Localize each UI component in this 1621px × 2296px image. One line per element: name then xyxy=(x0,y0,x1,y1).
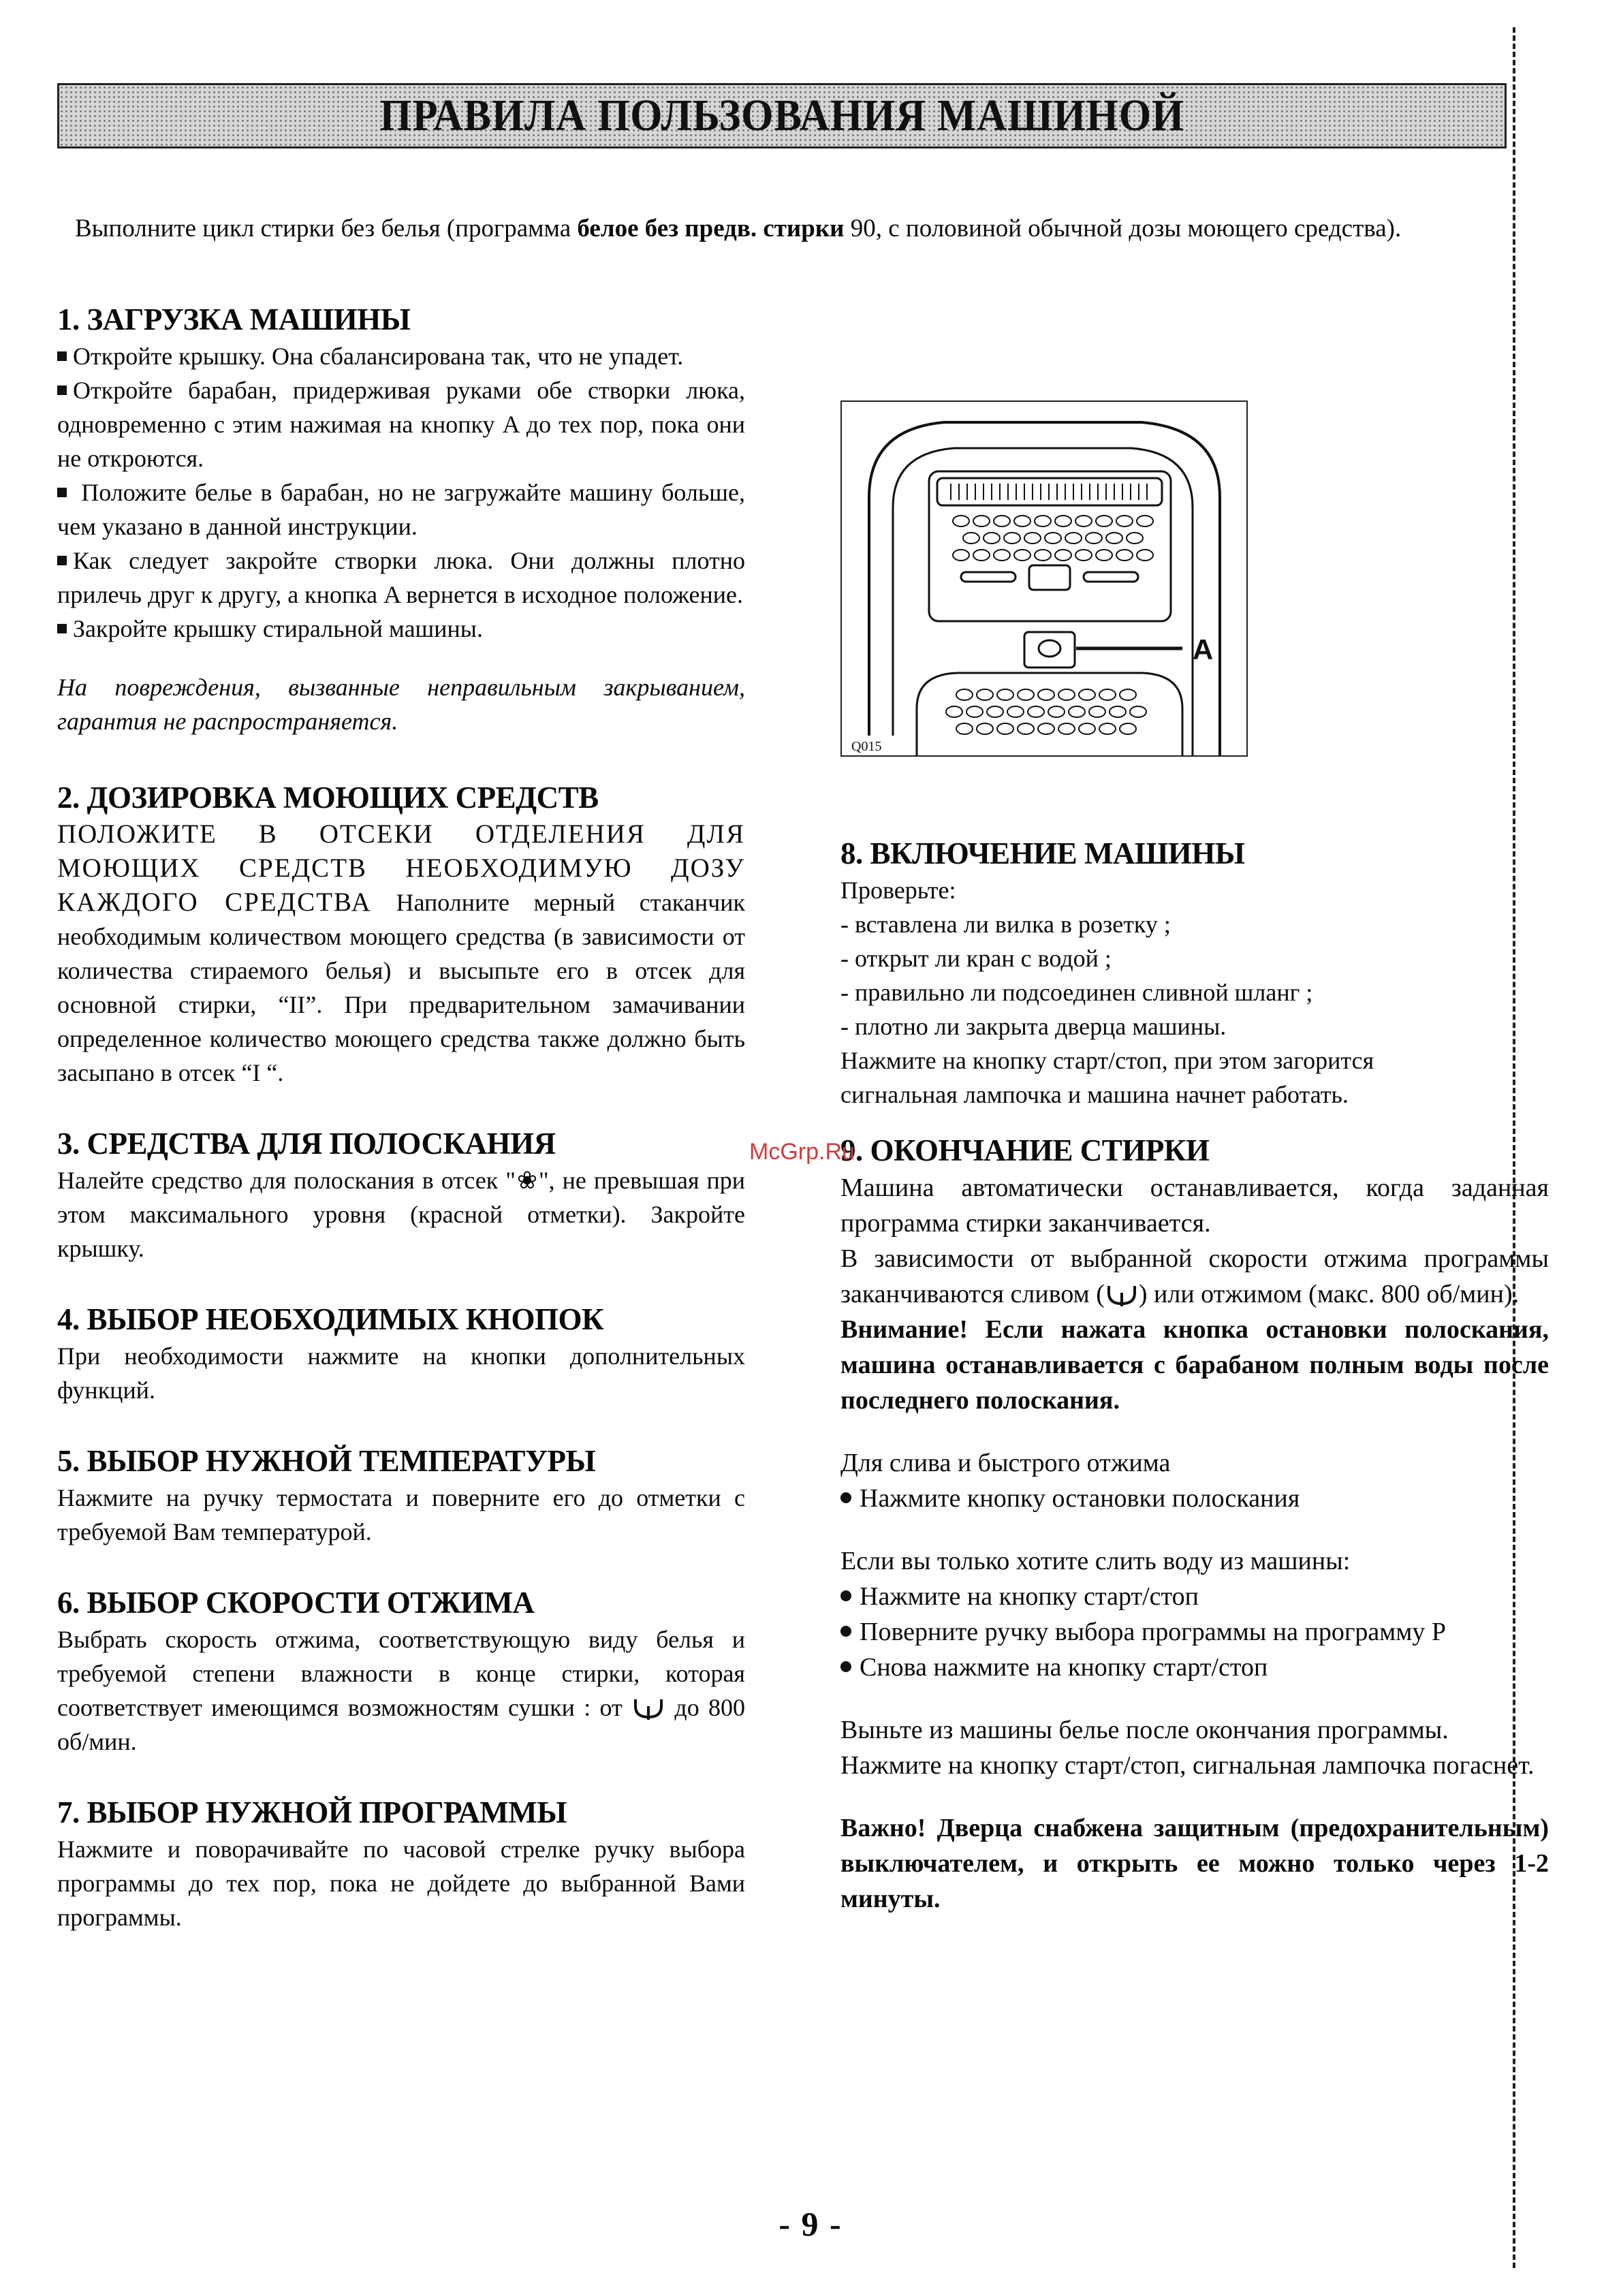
warranty-warning: На повреждения, вызванные неправильным закрыванием, гарантия не распространяется. xyxy=(57,674,745,735)
page-title: ПРАВИЛА ПОЛЬЗОВАНИЯ МАШИНОЙ xyxy=(379,91,1184,140)
only-drain-step xyxy=(840,1614,1549,1650)
section6-text xyxy=(57,1622,745,1759)
section8-check: - плотно ли закрыта дверца машины. xyxy=(840,1013,1227,1040)
intro-text: Выполните цикл стирки без белья (программа xyxy=(75,215,578,242)
section9-attention: Внимание! Если нажата кнопка остановки полоскания, машина останавливается с барабаном полным воды после последнего полоскания. xyxy=(840,1315,1549,1415)
section9-p2-end: ) или отжимом (макс. 800 об/мин). xyxy=(1138,1280,1520,1308)
drain-step-text: Нажмите кнопку остановки полоскания xyxy=(860,1484,1300,1513)
page-number: - 9 - xyxy=(778,2205,843,2243)
title-banner xyxy=(57,83,1507,148)
square-bullet-icon xyxy=(57,556,67,565)
square-bullet-icon xyxy=(57,386,67,395)
only-drain-step xyxy=(840,1579,1549,1614)
section7-text: Нажмите и поворачивайте по часовой стрелке ручку выбора программы до тех пор, пока не дойдете до выбранной Вами программы. xyxy=(57,1836,745,1931)
section5-heading: 5. ВЫБОР НУЖНОЙ ТЕМПЕРАТУРЫ xyxy=(57,1444,596,1478)
section5-text: Нажмите на ручку термостата и поверните его до отметки с требуемой Вам температурой. xyxy=(57,1484,745,1545)
section1-item-text: Откройте барабан, придерживая руками обе створки люка, одновременно с этим нажимая на кнопку A до тех пор, пока они не откроются. xyxy=(57,377,745,472)
section8-heading: 8. ВКЛЮЧЕНИЕ МАШИНЫ xyxy=(840,836,1245,870)
washing-machine-drum-drawing xyxy=(842,402,1246,755)
round-bullet-icon xyxy=(840,1661,851,1672)
important-note: Важно! Дверца снабжена защитным (предохранительным) выключателем, и открыть ее можно только через 1-2 минуты. xyxy=(840,1814,1549,1913)
section6-heading: 6. ВЫБОР СКОРОСТИ ОТЖИМА xyxy=(57,1586,535,1620)
section3-text: Налейте средство для полоскания в отсек "❀", не превышая при этом максимального уровня (красной отметки). Закройте крышку. xyxy=(57,1167,745,1262)
intro-paragraph xyxy=(75,210,1539,248)
drain-icon xyxy=(1105,1283,1139,1308)
section1-item-text: Закройте крышку стиральной машины. xyxy=(73,615,483,642)
section8-check: - вставлена ли вилка в розетку ; xyxy=(840,911,1171,938)
drain-intro: Для слива и быстрого отжима xyxy=(840,1449,1171,1477)
section1-item-text: Откройте крышку. Она сбалансирована так, что не упадет. xyxy=(73,343,684,370)
drain-icon xyxy=(631,1697,665,1721)
section9-heading: 9. ОКОНЧАНИЕ СТИРКИ xyxy=(840,1133,1210,1167)
section9-p2 xyxy=(840,1241,1549,1312)
drain-step xyxy=(840,1481,1549,1516)
section4-heading: 4. ВЫБОР НЕОБХОДИМЫХ КНОПОК xyxy=(57,1302,604,1336)
section3-heading: 3. СРЕДСТВА ДЛЯ ПОЛОСКАНИЯ xyxy=(57,1127,556,1161)
only-drain-intro: Если вы только хотите слить воду из машины: xyxy=(840,1547,1351,1575)
section1-item xyxy=(57,339,766,373)
section8-check: - открыт ли кран с водой ; xyxy=(840,945,1112,972)
round-bullet-icon xyxy=(840,1626,851,1637)
only-drain-step-text: Поверните ручку выбора программы на программу P xyxy=(860,1618,1447,1646)
section2-text xyxy=(57,817,745,1090)
right-column-top xyxy=(840,834,1549,1112)
square-bullet-icon xyxy=(57,624,67,633)
section4-text: При необходимости нажмите на кнопки дополнительных функций. xyxy=(57,1342,745,1404)
section2-caps: ПОЛОЖИТЕ В ОТСЕКИ ОТДЕЛЕНИЯ ДЛЯ МОЮЩИХ СРЕДСТВ НЕОБХОДИМУЮ ДОЗУ КАЖДОГО СРЕДСТВА xyxy=(57,819,745,917)
section1-heading: 1. ЗАГРУЗКА МАШИНЫ xyxy=(57,302,411,336)
square-bullet-icon xyxy=(57,351,67,361)
section8-check: - правильно ли подсоединен сливной шланг ; xyxy=(840,979,1313,1006)
section1-item xyxy=(57,612,766,646)
section6-text-start: Выбрать скорость отжима, соответствующую виду белья и требуемой степени влажности в конце стирки, которая соответствует имеющимся возможностям сушки : от xyxy=(57,1626,745,1721)
intro-program-name: белое без предв. стирки xyxy=(577,215,845,242)
section1-item xyxy=(57,544,745,612)
section6-text-end: до 800 об/мин. xyxy=(57,1694,745,1755)
left-column xyxy=(57,300,766,1934)
square-bullet-icon xyxy=(57,488,67,497)
only-drain-step-text: Нажмите на кнопку старт/стоп xyxy=(860,1582,1199,1611)
machine-top-illustration xyxy=(840,400,1248,757)
section9-p1: Машина автоматически останавливается, когда заданная программа стирки заканчивается. xyxy=(840,1174,1549,1238)
section2-heading: 2. ДОЗИРОВКА МОЮЩИХ СРЕДСТВ xyxy=(57,781,599,815)
figure-label-a: A xyxy=(1193,633,1214,665)
only-drain-step xyxy=(840,1650,1549,1685)
section8-intro: Проверьте: xyxy=(840,877,956,904)
watermark: McGrp.Ru xyxy=(749,1139,855,1165)
remove-laundry-text: Выньте из машины белье после окончания программы. Нажмите на кнопку старт/стоп, сигнальная лампочка погаснет. xyxy=(840,1716,1535,1780)
section1-item xyxy=(57,475,745,544)
intro-text-end: 90, с половиной обычной дозы моющего средства). xyxy=(844,215,1402,242)
section7-heading: 7. ВЫБОР НУЖНОЙ ПРОГРАММЫ xyxy=(57,1795,567,1829)
section1-item xyxy=(57,373,745,475)
round-bullet-icon xyxy=(840,1590,851,1601)
only-drain-step-text: Снова нажмите на кнопку старт/стоп xyxy=(860,1653,1268,1682)
section1-item-text: Положите белье в барабан, но не загружайте машину больше, чем указано в данной инструкции. xyxy=(57,479,745,540)
section1-item-text: Как следует закройте створки люка. Они должны плотно прилечь друг к другу, а кнопка A вернется в исходное положение. xyxy=(57,547,745,608)
figure-code: Q015 xyxy=(851,739,882,754)
section9-p2-start: В зависимости от выбранной скорости отжима программы заканчиваются сливом ( xyxy=(840,1244,1549,1308)
section2-body: Наполните мерный стаканчик необходимым количеством моющего средства (в зависимости от количества стираемого белья) и высыпьте его в отсек для основной стирки, “II”. При предварительном замачивании определенное количество моющего средства также должно быть засыпано в отсек “I “. xyxy=(57,889,745,1086)
round-bullet-icon xyxy=(840,1492,851,1503)
section8-text: Нажмите на кнопку старт/стоп, при этом загорится сигнальная лампочка и машина начнет работать. xyxy=(840,1047,1374,1108)
right-column-bottom xyxy=(840,1131,1549,1917)
